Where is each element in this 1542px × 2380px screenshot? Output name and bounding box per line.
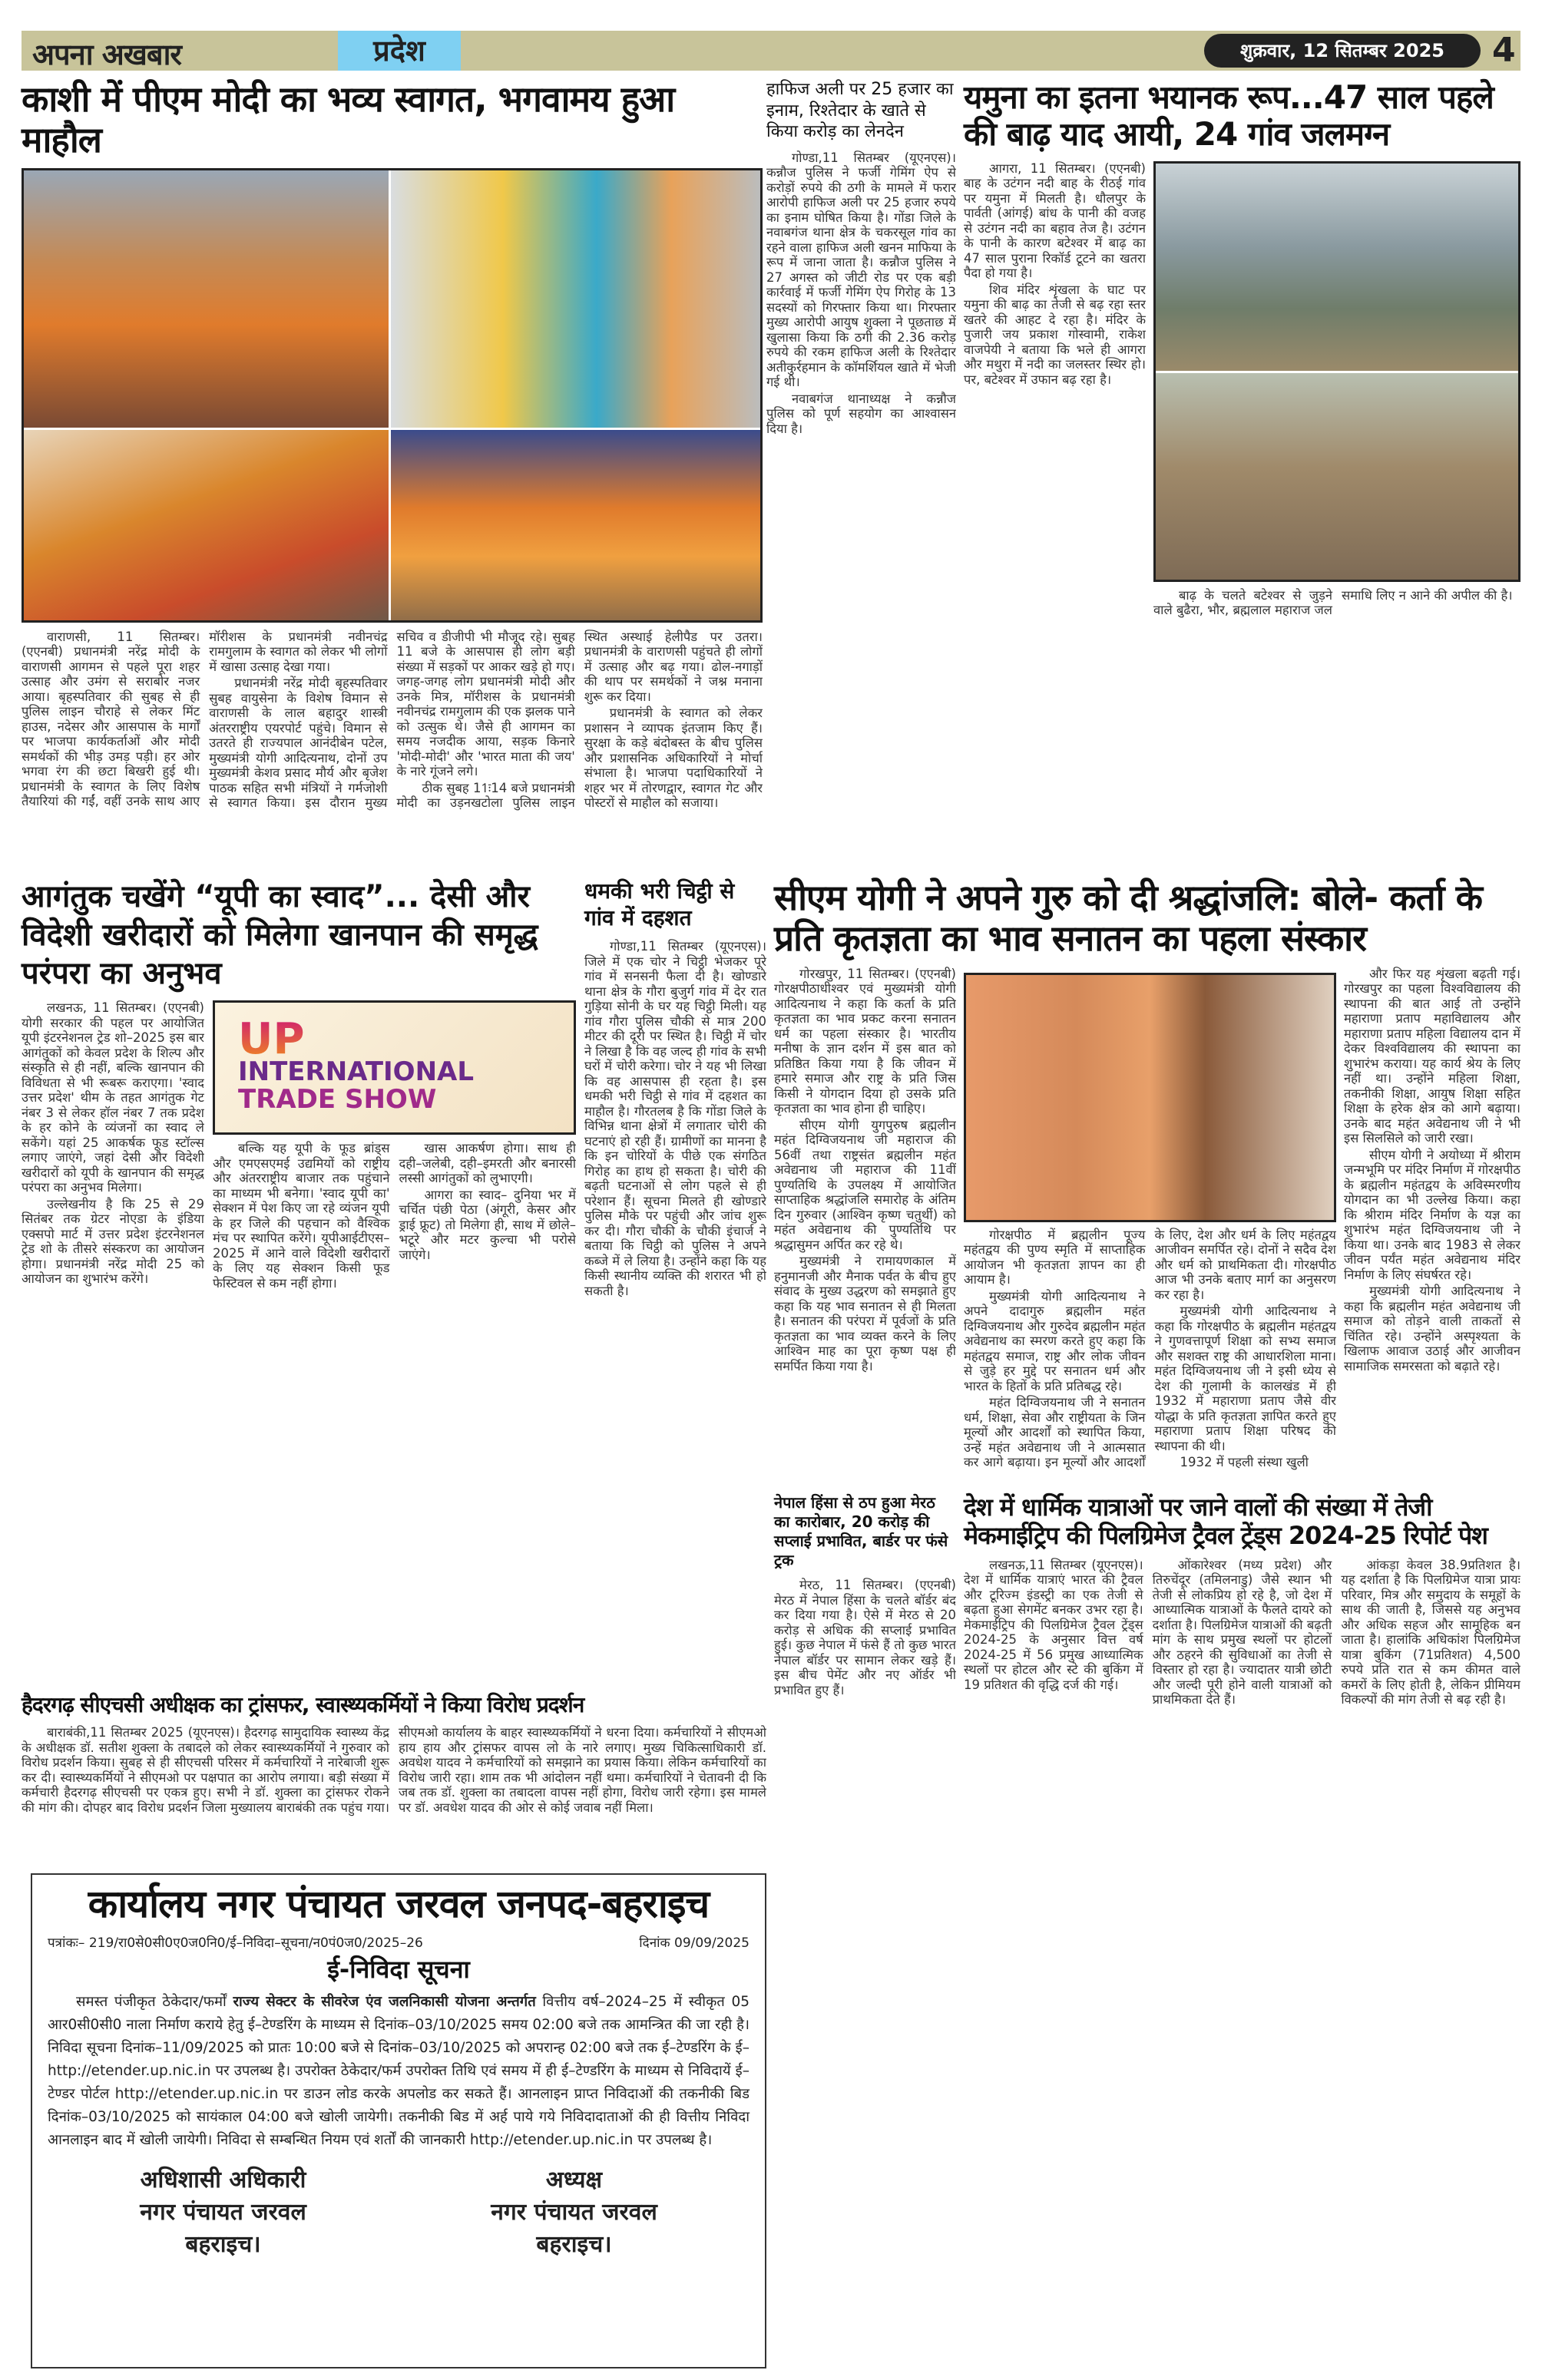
paragraph: लखनऊ,11 सितम्बर (यूएनएस)। देश में धार्मिक यात्राएं भारत की ट्रैवल और टूरिज्म इंडस्ट्री का एक तेजी से बढ़ता हुआ सेगमेंट बनकर उभर रहा है। मेकमाईट्रिप की पिलग्रिमेज ट्रैवल ट्रेंड्स 2024-25 के अनुसार वित्त वर्ष 2024-25 में 56 प्रमुख आध्यात्मिक स्थलों पर होटल और स्टे की बुकिंग में 19 प्रतिशत की वृद्धि दर्ज की गई। bbox=[964, 1557, 1143, 1692]
paragraph: आगरा, 11 सितम्बर। (एएनबी) बाह के उटंगन नदी बाह के रीठई गांव पर यमुना में मिलती है। धौलपुर के पार्वती (आंगई) बांध के पानी की वजह से उटंगन नदी का बहाव तेज है। उटंगन के पानी के कारण बटेश्वर में बाढ़ का 47 साल पुराना रिकॉर्ड टूटने का खतरा पैदा हो गया है। bbox=[964, 160, 1146, 281]
logo-trade-show: TRADE SHOW bbox=[238, 1084, 437, 1115]
yogi-body-cols bbox=[964, 1228, 1336, 1486]
paragraph: मुख्यमंत्री योगी आदित्यनाथ ने अपने दादागुरु ब्रह्मलीन महंत दिग्विजयनाथ और गुरुदेव ब्रह्मलीन महंत अवेद्यनाथ का स्मरण करते हुए कहा कि महंतद्वय समाज, राष्ट्र और लोक जीवन से जुड़े हर मुद्दे पर सनातन धर्म और भारत के हितों के प्रति प्रतिबद्ध रहे। bbox=[964, 1288, 1146, 1393]
paragraph: सीएम योगी ने अयोध्या में श्रीराम जन्मभूमि पर मंदिर निर्माण में गोरक्षपीठ के ब्रह्मलीन महंतद्वय के अविस्मरणीय योगदान का भी उल्लेख किया। कहा कि श्रीराम मंदिर निर्माण के यज्ञ का शुभारंभ महंत दिग्विजयनाथ जी ने किया था। उनके बाद 1983 से लेकर जीवन पर्यंत महंत अवेद्यनाथ मंदिर निर्माण के लिए संघर्षरत रहे। bbox=[1344, 1147, 1520, 1282]
yamuna-article bbox=[964, 79, 1520, 865]
logo-international: INTERNATIONAL bbox=[238, 1056, 475, 1087]
nepal-article bbox=[774, 1493, 956, 2368]
trade-article bbox=[22, 878, 576, 1685]
yogi-article bbox=[774, 878, 1520, 1486]
trade-body-col1 bbox=[22, 1000, 204, 1685]
threat-article bbox=[584, 878, 766, 1689]
paragraph: उल्लेखनीय है कि 25 से 29 सितंबर तक ग्रेटर नोएडा के इंडिया एक्सपो मार्ट में उत्तर प्रदेश इंटरनेशनल ट्रेड शो के तीसरे संस्करण का आयोजन होगा। प्रधानमंत्री नरेंद्र मोदी 25 को आयोजन का शुभारंभ करेंगे। bbox=[22, 1196, 204, 1286]
paragraph: आंकड़ा केवल 38.9प्रतिशत है। यह दर्शाता है कि पिलग्रिमेज यात्रा प्रायः परिवार, मित्र और समुदाय के समूहों के साथ की जाती है, जिससे यह अनुभव और अधिक सहज और सामूहिक बन जाता है। हालांकि अधिकांश पिलग्रिमेज यात्रा बुकिंग (71प्रतिशत) 4,500 रुपये प्रति रात से कम कीमत वाले कमरों के लिए होती है, लेकिन प्रीमियम विकल्पों की मांग तेजी से बढ़ रही है। bbox=[1341, 1557, 1520, 1707]
masthead: अपना अखबार bbox=[32, 38, 181, 71]
paragraph: खास आकर्षण होगा। साथ ही दही–जलेबी, दही–इमरती और बनारसी लस्सी आगंतुकों को लुभाएगी। bbox=[399, 1141, 576, 1185]
paragraph: आगरा का स्वाद– दुनिया भर में चर्चित पंछी पेठा (अंगूरी, केसर और ड्राई फ्रूट) तो मिलेगा ही, साथ में छोले–भटूरे और मटर कुल्चा भी परोसे जाएंगे। bbox=[399, 1187, 576, 1262]
tender-body: वित्तीय वर्ष–2024–25 में स्वीकृत 05 आर0सी0सी0 नाला निर्माण कराये हेतु ई–टेण्डरिंग के माध्यम से दिनांक–03/10/2025 समय 02:00 बजे तक आमन्त्रित की जा रही है। निविदा सूचना दिनांक–11/09/2025 को प्रातः 10:00 बजे से दिनांक–03/10/2025 को अपरान्ह 02:00 बजे तक ई–टेण्डरिंग के ई–http://etender.up.nic.in पर उपलब्ध है। उपरोक्त ठेकेदार/फर्म उपरोक्त तिथि एवं समय में ही ई–टेण्डरिंग के माध्यम से निविदायें ई–टेण्डर पोर्टल http://etender.up.nic.in पर डाउन लोड करके अपलोड कर सकते हैं। आनलाइन प्राप्त निविदाओं की तकनीकी बिड दिनांक–03/10/2025 को सायंकाल 04:00 बजे खोली जायेगी। तकनीकी बिड में अर्ह पाये गये निविदादाताओं की ही वित्तीय निविदा आनलाइन बाद में खोली जायेगी। निविदा से सम्बन्धित नियम एवं शर्तों की जानकारी http://etender.up.nic.in पर उपलब्ध है। bbox=[48, 1993, 749, 2148]
tender-signatures bbox=[48, 2164, 749, 2261]
nepal-body bbox=[774, 1578, 956, 2368]
tender-title: कार्यालय नगर पंचायत जरवल जनपद-बहराइच bbox=[88, 1882, 710, 1926]
pilgrim-headline: देश में धार्मिक यात्राओं पर जाने वालों की संख्या में तेजी मेकमाईट्रिप की पिलग्रिमेज ट्रैवल ट्रेंड्स 2024-25 रिपोर्ट पेश bbox=[964, 1492, 1487, 1550]
photo-flooded-temple bbox=[1156, 164, 1520, 371]
yogi-content bbox=[774, 967, 1520, 1486]
photo-pm-welcome bbox=[391, 170, 763, 428]
paragraph: प्रधानमंत्री नरेंद्र मोदी बृहस्पतिवार सुबह वायुसेना के विशेष विमान से वाराणसी के लाल बहादुर शास्त्री अंतरराष्ट्रीय एयरपोर्ट पहुंचे। विमान से उतरते ही राज्यपाल आनंदीबेन पटेल, मुख्यमंत्री योगी आदित्यनाथ, दोनों उप मुख्यमंत्री केशव प्रसाद मौर्य और बृजेश पाठक सहित सभी मंत्रियों ने गर्मजोशी से स्वागत किया। इस दौरान मुख्य सचिव व डीजीपी भी मौजूद रहे। सुबह 11 बजे के आसपास ही लोग बड़ी संख्या में सड़कों पर आकर खड़े हो गए। जगह-जगह लोग प्रधानमंत्री मोदी और उनके मित्र, मॉरीशस के प्रधानमंत्री नवीनचंद्र रामगुलाम की एक झलक पाने को उत्सुक थे। जैसे ही आगमन का समय नजदीक आया, सड़क किनारे 'मोदी-मोदी' और 'भारत माता की जय' के नारे गूंजने लगे। bbox=[209, 629, 575, 811]
sign-title: अध्यक्ष bbox=[545, 2166, 603, 2193]
paragraph: ठीक सुबह 11ः14 बजे प्रधानमंत्री मोदी का उड़नखटोला पुलिस लाइन स्थित अस्थाई हेलीपैड पर उतरा। प्रधानमंत्री के वाराणसी पहुंचते ही लोगों में उत्साह और बढ़ गया। ढोल-नगाड़ों की थाप पर समर्थकों ने जश्न मनाना शुरू कर दिया। bbox=[396, 629, 763, 811]
photo-supporters bbox=[391, 430, 763, 623]
threat-body bbox=[584, 939, 766, 1689]
paragraph: गोण्डा,11 सितम्बर (यूएनएस)। जिले में एक चोर ने चिट्ठी भेजकर पूरे गांव में सनसनी फैला दी है। खोण्डारे थाना क्षेत्र के गौरा बुजुर्ग गांव में देर रात गुड़िया सोनी के घर यह चिट्ठी मिली। यह गांव गौरा पुलिस चौकी से मात्र 200 मीटर की दूरी पर स्थित है। चिट्ठी में चोर ने लिखा है कि वह जल्द ही गांव के सभी घरों में चोरी करेगा। चोर ने यह भी लिखा कि वह आसपास ही रहता है। इस धमकी भरी चिट्ठी से गांव में दहशत का माहौल है। गौरतलब है कि गोंडा जिले के विभिन्न थाना क्षेत्रों में लगातार चोरी की घटनाएं हो रही हैं। ग्रामीणों का मानना है कि इन चोरियों के पीछे एक संगठित गिरोह का हाथ हो सकता है। चोरी की बढ़ती घटनाओं से लोग पहले से ही परेशान हैं। सूचना मिलते ही खोण्डारे पुलिस मौके पर पहुंची और जांच शुरू कर दी। गौरा चौकी के चौकी इंचार्ज ने बताया कि चिट्ठी को पुलिस ने अपने कब्जे में ले लिया है। उन्होंने कहा कि यह किसी स्थानीय व्यक्ति की शरारत भी हो सकती है। bbox=[584, 939, 766, 1298]
pilgrim-body bbox=[964, 1558, 1520, 2368]
yogi-body-col1 bbox=[774, 967, 956, 1486]
signature-chairman bbox=[491, 2164, 657, 2261]
sign-title: अधिशासी अधिकारी bbox=[140, 2166, 306, 2193]
hafiz-headline: हाफिज अली पर 25 हजार का इनाम, रिश्तेदार के खाते से किया करोड़ का लेनदेन bbox=[766, 80, 954, 141]
paragraph: गोरक्षपीठ में ब्रह्मलीन पूज्य महंतद्वय की पुण्य स्मृति में साप्ताहिक आयोजन भी कृतज्ञता ज्ञापन का ही आयाम है। bbox=[964, 1227, 1146, 1288]
paragraph: मुख्यमंत्री ने रामायणकाल में हनुमानजी और मैनाक पर्वत के बीच हुए संवाद के मुख्य उद्धरण को समझाते हुए कहा कि यह भाव सनातन से ही मिलता है। सनातन की परंपरा में पूर्वजों के प्रति कृतज्ञता का भाव व्यक्त करने के लिए आश्विन माह का पूरा कृष्ण पक्ष ही समर्पित किया गया है। bbox=[774, 1254, 956, 1373]
haidergarh-article bbox=[22, 1693, 766, 1866]
tender-date: दिनांक 09/09/2025 bbox=[639, 1935, 749, 1951]
photo-crowd bbox=[24, 170, 389, 428]
sign-place: बहराइच। bbox=[185, 2230, 261, 2258]
yamuna-body-col1 bbox=[964, 161, 1146, 865]
logo-up: UP bbox=[238, 1014, 305, 1064]
pilgrim-article bbox=[964, 1493, 1520, 2368]
paragraph: गोण्डा,11 सितम्बर (यूएनएस)। कन्नौज पुलिस ने फर्जी गेमिंग ऐप से करोड़ों रुपये की ठगी के मामले में फरार आरोपी हाफिज अली पर 25 हजार रुपये का इनाम घोषित किया है। गोंडा जिले के नवाबगंज थाना क्षेत्र के चकरसूल गांव का रहने वाला हाफिज अली खनन माफिया के रूप में जाना जाता है। कन्नौज पुलिस ने 27 अगस्त को जीटी रोड पर एक बड़ी कार्रवाई में फर्जी गेमिंग ऐप गिरोह के 13 सदस्यों को गिरफ्तार किया था। गिरफ्तार मुख्य आरोपी आयुष शुक्ला ने पूछताछ में खुलासा किया कि ठगी की 2.36 करोड़ रुपये की रकम हाफिज अली के रिश्तेदार अतीकुर्रहमान के कॉमर्शियल खाते में भेजी गई थी। bbox=[766, 150, 956, 389]
tender-ref-row bbox=[48, 1933, 749, 1951]
tender-ref: पत्रांकः– 219/रा0से0सी0ए0ज0नि0/ई–निविदा–सूचना/न0पं0ज0/2025–26 bbox=[48, 1935, 423, 1951]
page-number: 4 bbox=[1492, 31, 1516, 70]
nepal-headline: नेपाल हिंसा से ठप हुआ मेरठ का कारोबार, 20 करोड़ की सप्लाई प्रभावित, बार्डर पर फंसे ट्रक bbox=[774, 1493, 948, 1569]
paragraph: और फिर यह शृंखला बढ़ती गई। गोरखपुर का पहला विश्वविद्यालय की स्थापना की बात आई तो उन्होंने महाराणा प्रताप महाविद्यालय और महाराणा प्रताप महिला विद्यालय दान में देकर विश्वविद्यालय की स्थापना का शुभारंभ कराया। यह कार्य श्रेय के लिए नहीं था। उन्होंने महिला शिक्षा, तकनीकी शिक्षा, आयुष शिक्षा सहित शिक्षा के हरेक क्षेत्र को आगे बढ़ाया। उनके बाद महंत अवेद्यनाथ जी ने भी इस सिलसिले को जारी रखा। bbox=[1344, 966, 1520, 1146]
tender-notice bbox=[31, 1873, 766, 2368]
yogi-body-col4 bbox=[1344, 967, 1520, 1486]
trade-body-cols bbox=[213, 1141, 576, 1685]
paragraph: वाराणसी, 11 सितम्बर। (एएनबी) प्रधानमंत्री नरेंद्र मोदी के वाराणसी आगमन से पहले पूरा शहर उत्साह और उमंग से सराबोर नजर आया। बृहस्पतिवार की सुबह से ही पुलिस लाइन चौराहे से लेकर मिंट हाउस, नदेसर और आसपास के मार्गों पर भाजपा कार्यकर्ताओं और मोदी समर्थकों की भीड़ उमड़ पड़ी। हर ओर भगवा रंग की छटा बिखरी हुई थी। प्रधानमंत्री के स्वागत के लिए विशेष तैयारियां की गईं, वहीं उनके साथ आए मॉरीशस के प्रधानमंत्री नवीनचंद्र रामगुलाम के स्वागत को लेकर भी लोगों में खासा उत्साह देखा गया। bbox=[22, 629, 388, 809]
yamuna-headline: यमुना का इतना भयानक रूप...47 साल पहले की बाढ़ याद आयी, 24 गांव जलमग्न bbox=[964, 78, 1494, 154]
paragraph: मुख्यमंत्री योगी आदित्यनाथ ने कहा कि गोरक्षपीठ के ब्रह्मलीन महंतद्वय ने गुणवत्तापूर्ण शिक्षा को सभ्य समाज और सशक्त राष्ट्र की आधारशिला माना। महंत दिग्विजयनाथ जी ने इसी ध्येय से देश की गुलामी के कालखंड में ही 1932 में महाराणा प्रताप जैसे वीर योद्धा के प्रति कृतज्ञता ज्ञापित करते हुए महाराणा प्रताप शिक्षा परिषद की स्थापना की थी। bbox=[1154, 1304, 1336, 1453]
haidergarh-body bbox=[22, 1725, 766, 1866]
haidergarh-headline: हैदरगढ़ सीएचसी अधीक्षक का ट्रांसफर, स्वास्थ्यकर्मियों ने किया विरोध प्रदर्शन bbox=[22, 1692, 584, 1717]
paragraph: गोरखपुर, 11 सितम्बर। (एएनबी) गोरक्षपीठाधीश्वर एवं मुख्यमंत्री योगी आदित्यनाथ ने कहा कि कर्ता के प्रति कृतज्ञता का भाव प्रकट करना सनातन धर्म का पहला संस्कार है। भारतीय मनीषा के ज्ञान दर्शन में इस बात को प्रतिष्ठित किया गया है कि जीवन में हमारे समाज और राष्ट्र के प्रति जिस किसी ने योगदान दिया हो उसके प्रति कृतज्ञता का भाव होना ही चाहिए। bbox=[774, 966, 956, 1116]
tender-lead: समस्त पंजीकृत ठेकेदार/फर्मों bbox=[76, 1993, 227, 2010]
lead-article bbox=[22, 79, 763, 865]
lead-headline: काशी में पीएम मोदी का भव्य स्वागत, भगवामय हुआ माहौल bbox=[22, 78, 675, 160]
paragraph: शिव मंदिर शृंखला के घाट पर यमुना की बाढ़ का तेजी से बढ़ रहा स्तर खतरे की आहट दे रहा है। मंदिर के पुजारी जय प्रकाश गोस्वामी, राकेश वाजपेयी ने बताया कि भले ही आगरा और मथुरा में नदी का जलस्तर स्थिर हो। पर, बटेश्वर में उफान बढ़ रहा है। bbox=[964, 282, 1146, 387]
photo-flood-water bbox=[1156, 373, 1520, 582]
paragraph: 1932 में पहली संस्था खुली bbox=[1180, 1455, 1309, 1470]
yamuna-body-lower bbox=[1153, 588, 1520, 865]
issue-date: शुक्रवार, 12 सितम्बर 2025 bbox=[1204, 34, 1481, 68]
lead-content bbox=[22, 168, 763, 865]
paragraph: बाराबंकी,11 सितम्बर 2025 (यूएनएस)। हैदरगढ़ सामुदायिक स्वास्थ्य केंद्र के अधीक्षक डॉ. सतीश शुक्ला के तबादले को लेकर स्वास्थ्यकर्मियों ने गुरुवार को विरोध प्रदर्शन किया। सुबह से ही सीएचसी परिसर में कर्मचारियों ने नारेबाजी शुरू कर दी। स्वास्थ्यकर्मियों ने सीएमओ पर पक्षपात का आरोप लगाया। बड़ी संख्या में कर्मचारी हैदरगढ़ सीएचसी पर एकत्र हुए। सभी ने डॉ. शुक्ला का ट्रांसफर रोकने की मांग की। दोपहर बाद विरोध प्रदर्शन जिला मुख्यालय बाराबंकी तक पहुंच गया। सीएमओ कार्यालय के बाहर स्वास्थ्यकर्मियों ने धरना दिया। कर्मचारियों ने सीएमओ हाय हाय और ट्रांसफर वापस लो के नारे लगाए। मुख्य चिकित्साधिकारी डॉ. अवधेश यादव ने कर्मचारियों को समझाने का प्रयास किया। लेकिन कर्मचारियों का विरोध जारी रहा। शाम तक भी आंदोलन नहीं थमा। कर्मचारियों ने चेतावनी दी कि जब तक डॉ. शुक्ला का तबादला वापस नहीं होगा, विरोध जारी रहेगा। इस मामले पर डॉ. अवधेश यादव की ओर से कोई जवाब नहीं मिला। bbox=[22, 1725, 766, 1815]
sign-office: नगर पंचायत जरवल bbox=[140, 2198, 306, 2226]
yamuna-content bbox=[964, 161, 1520, 865]
trade-content bbox=[22, 1000, 576, 1685]
hafiz-article bbox=[766, 79, 956, 865]
paragraph: महंत दिग्विजयनाथ जी ने सनातन धर्म, शिक्षा, सेवा और राष्ट्रीयता के जिन मूल्यों और आदर्शों को स्थापित किया, उन्हें महंत अवेद्यनाथ जी ने आत्मसात कर आगे बढ़ाया। इन मूल्यों और आदर्शों के लिए, देश और धर्म के लिए महंतद्वय आजीवन समर्पित रहे। दोनों ने सदैव देश और धर्म को प्राथमिकता दी। गोरक्षपीठ आज भी उनके बताए मार्ग का अनुसरण कर रहा है। bbox=[964, 1227, 1336, 1470]
tender-scheme: राज्य सेक्टर के सीवरेज एंव जलनिकासी योजना अन्तर्गत bbox=[233, 1993, 536, 2010]
tender-subtitle: ई-निविदा सूचना bbox=[327, 1954, 470, 1984]
threat-headline: धमकी भरी चिट्ठी से गांव में दहशत bbox=[584, 878, 735, 931]
section-label: प्रदेश bbox=[338, 31, 461, 71]
photo-children-flags bbox=[24, 430, 389, 623]
paragraph: प्रधानमंत्री के स्वागत को लेकर प्रशासन ने व्यापक इंतजाम किए हैं। सुरक्षा के कड़े बंदोबस्त के बीच पुलिस और प्रशासनिक अधिकारियों ने मोर्चा संभाला है। भाजपा पदाधिकारियों ने शहर भर में तोरणद्वार, स्वागत गेट और पोस्टरों से माहौल को सजाया। bbox=[584, 706, 763, 811]
yogi-headline: सीएम योगी ने अपने गुरु को दी श्रद्धांजलि: बोले- कर्ता के प्रति कृतज्ञता का भाव सनातन का पहला संस्कार bbox=[774, 877, 1482, 959]
trade-show-logo bbox=[213, 1000, 576, 1135]
hafiz-body bbox=[766, 150, 956, 866]
paragraph: बल्कि यह यूपी के फूड ब्रांड्स और एमएसएमई उद्यमियों को राष्ट्रीय और अंतरराष्ट्रीय बाजार तक पहुंचाने का माध्यम भी बनेगा। 'स्वाद यूपी का' सेक्शन में पेश किए जा रहे व्यंजन यूपी के हर जिले की पहचान को वैश्विक मंच पर स्थापित करेंगे। यूपीआईटीएस–2025 में आने वाले विदेशी खरीदारों के लिए यह सेक्शन किसी फूड फेस्टिवल से कम नहीं होगा। bbox=[213, 1141, 390, 1291]
lead-photo-collage bbox=[22, 168, 763, 623]
page-header bbox=[22, 31, 1520, 71]
trade-headline: आगंतुक चखेंगे “यूपी का स्वाद”... देसी और विदेशी खरीदारों को मिलेगा खानपान की समृद्ध परंपरा का अनुभव bbox=[22, 879, 538, 991]
yamuna-flood-photos bbox=[1153, 161, 1520, 582]
signature-executive-officer bbox=[140, 2164, 306, 2261]
sign-office: नगर पंचायत जरवल bbox=[491, 2198, 657, 2226]
paragraph: ओंकारेश्वर (मध्य प्रदेश) और तिरुचेंदूर (तमिलनाडु) जैसे स्थान भी तेजी से लोकप्रिय हो रहे है, जो देश में आध्यात्मिक यात्राओं के फैलते दायरे को दर्शाता है। पिलग्रिमेज यात्राओं की बढ़ती मांग के साथ प्रमुख स्थलों पर होटलों और ठहरने की सुविधाओं का तेजी से विस्तार हो रहा है। ज्यादातर यात्री छोटी और जल्दी पूरी होने वाली यात्राओं को प्राथमिकता देते हैं। bbox=[1152, 1557, 1332, 1707]
paragraph: सीएम योगी युगपुरुष ब्रह्मलीन महंत दिग्विजयनाथ जी महाराज की 56वीं तथा राष्ट्रसंत ब्रह्मलीन महंत अवेद्यनाथ जी महाराज की 11वीं पुण्यतिथि के उपलक्ष्य में आयोजित साप्ताहिक श्रद्धांजलि समारोह के अंतिम दिन गुरुवार (आश्विन कृष्ण चतुर्थी) को महंत अवेद्यनाथ की पुण्यतिथि पर श्रद्धासुमन अर्पित कर रहे थे। bbox=[774, 1117, 956, 1252]
paragraph: लखनऊ, 11 सितम्बर। (एएनबी) योगी सरकार की पहल पर आयोजित यूपी इंटरनेशनल ट्रेड शो–2025 इस बार आगंतुकों को केवल प्रदेश के शिल्प और संस्कृति से ही नहीं, बल्कि खानपान की विविधता से भी रूबरू कराएगा। 'स्वाद उत्तर प्रदेश' थीम के तहत आगंतुक गेट नंबर 3 से लेकर हॉल नंबर 7 तक प्रदेश के हर कोने के व्यंजनों का स्वाद ले सकेंगे। यहां 25 आकर्षक फूड स्टॉल्स लगाए जाएंगे, जहां देसी और विदेशी खरीदारों को यूपी के खानपान की समृद्ध परंपरा का अनुभव मिलेगा। bbox=[22, 1000, 204, 1195]
paragraph: बाढ़ के चलते बटेश्वर से जुड़ने वाले बुढैरा, भौर, ब्रह्मलाल महाराज जल समाधि लिए न आने की अपील की है। bbox=[1153, 587, 1513, 618]
sign-place: बहराइच। bbox=[536, 2230, 612, 2258]
photo-yogi-speech bbox=[964, 973, 1336, 1222]
paragraph: मेरठ, 11 सितम्बर। (एएनबी) मेरठ में नेपाल हिंसा के चलते बॉर्डर बंद कर दिया गया है। ऐसे में मेरठ से 20 करोड़ से अधिक की सप्लाई प्रभावित हुई। कुछ नेपाल में फंसे हैं तो कुछ भारत नेपाल बॉर्डर पर सामान लेकर खड़े हैं। इस बीच पेमेंट और नए ऑर्डर भी प्रभावित हुए हैं। bbox=[774, 1578, 956, 1697]
lead-body bbox=[22, 630, 763, 865]
tender-text bbox=[48, 1991, 749, 2152]
paragraph: नवाबगंज थानाध्यक्ष ने कन्नौज पुलिस को पूर्ण सहयोग का आश्वासन दिया है। bbox=[766, 391, 956, 436]
paragraph: मुख्यमंत्री योगी आदित्यनाथ ने कहा कि ब्रह्मलीन महंत अवेद्यनाथ जी समाज को तोड़ने वाली ताकतों से चिंतित रहे। उन्होंने अस्पृश्यता के खिलाफ आवाज उठाई और आजीवन सामाजिक समरसता को बढ़ाते रहे। bbox=[1344, 1284, 1520, 1373]
